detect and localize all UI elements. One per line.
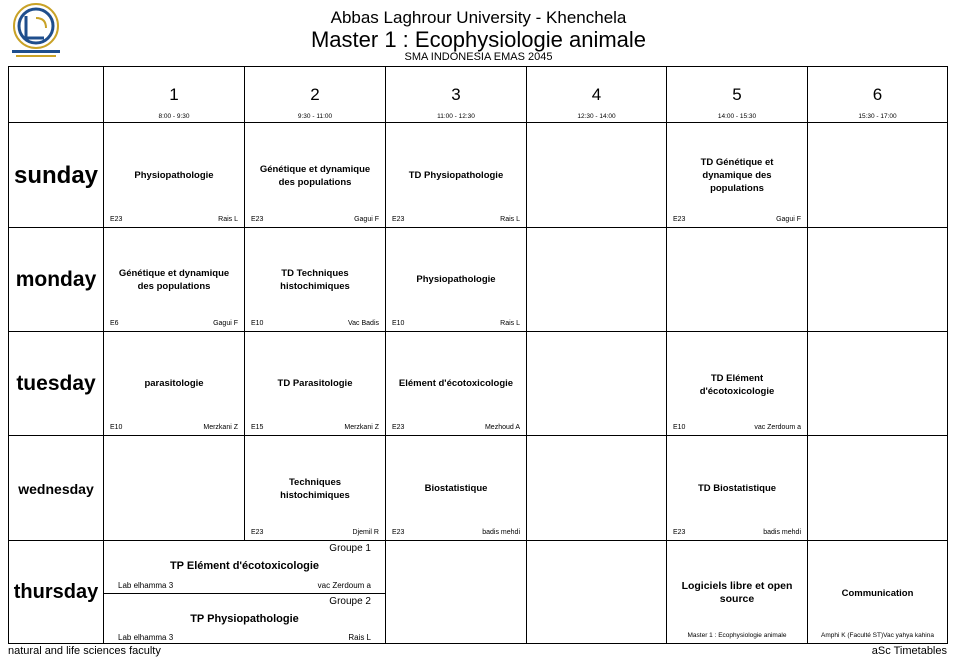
group-label: Groupe 2	[329, 596, 371, 607]
corner-cell	[8, 66, 104, 123]
empty-cell	[807, 435, 948, 541]
session-teacher: Mezhoud A	[484, 424, 520, 431]
session-note: Amphi K (Faculté ST)Vac yahya kahina	[821, 632, 934, 639]
session-subject: Logiciels libre et open source	[681, 580, 793, 605]
period-time: 15:30 - 17:00	[858, 113, 897, 120]
session-teacher: Vac Badis	[348, 320, 379, 327]
day-label: monday	[15, 268, 97, 291]
period-time: 11:00 - 12:30	[437, 113, 475, 120]
session-subject: Physiopathologie	[416, 274, 496, 285]
day-cell-thursday	[8, 540, 104, 644]
footer-brand: aSc Timetables	[871, 645, 947, 657]
session-room: E23	[251, 529, 264, 536]
day-label: sunday	[13, 162, 99, 189]
session-subject: TP Elément d'écotoxicologie	[169, 560, 320, 572]
session-room: E23	[673, 216, 686, 223]
group-session-cell[interactable]	[103, 540, 386, 644]
group-label: Groupe 1	[329, 543, 371, 554]
session-cell[interactable]	[385, 331, 527, 436]
session-room: E10	[251, 320, 264, 327]
session-teacher: Rais L	[218, 216, 238, 223]
empty-cell	[526, 540, 667, 644]
session-teacher: Gagui F	[776, 216, 801, 223]
empty-cell	[807, 122, 948, 228]
session-subject: Techniques histochimiques	[280, 477, 350, 501]
session-subject: Biostatistique	[424, 483, 488, 494]
session-subject: TD Techniques histochimiques	[280, 268, 350, 292]
session-room: E10	[392, 320, 405, 327]
empty-cell	[807, 331, 948, 436]
period-number: 4	[591, 85, 602, 104]
empty-cell	[526, 227, 667, 332]
session-subject: Génétique et dynamique des populations	[118, 268, 230, 292]
footer-faculty: natural and life sciences faculty	[8, 645, 161, 657]
empty-cell	[666, 227, 808, 332]
session-room: E23	[392, 529, 405, 536]
session-subject: TD Biostatistique	[697, 483, 777, 494]
subtitle: SMA INDONESIA EMAS 2045	[404, 51, 553, 63]
session-teacher: badis mehdi	[763, 529, 801, 536]
session-teacher: Merzkani Z	[203, 424, 238, 431]
session-cell[interactable]	[244, 227, 386, 332]
session-room: E23	[110, 216, 123, 223]
day-cell-monday	[8, 227, 104, 332]
session-note: Master 1 : Ecophysiologie animale	[687, 632, 787, 639]
period-number: 5	[732, 85, 742, 104]
session-room: Lab elhamma 3	[118, 633, 174, 642]
session-cell[interactable]	[666, 435, 808, 541]
session-cell[interactable]	[666, 122, 808, 228]
session-room: Lab elhamma 3	[118, 581, 174, 590]
session-teacher: Rais L	[500, 216, 520, 223]
day-cell-wednesday	[8, 435, 104, 541]
empty-cell	[807, 227, 948, 332]
period-number: 1	[169, 85, 179, 104]
session-teacher: Rais L	[500, 320, 520, 327]
empty-cell	[526, 435, 667, 541]
session-cell[interactable]	[385, 122, 527, 228]
period-header	[103, 66, 245, 123]
session-subject: Génétique et dynamique des populations	[259, 164, 371, 188]
day-label: wednesday	[18, 481, 94, 497]
period-number: 6	[872, 85, 883, 104]
day-cell-tuesday	[8, 331, 104, 436]
session-subject: TD Physiopathologie	[408, 170, 504, 181]
session-room: E23	[673, 529, 686, 536]
session-teacher: badis mehdi	[482, 529, 520, 536]
period-header	[666, 66, 808, 123]
session-subject: Communication	[841, 588, 914, 599]
period-time: 8:00 - 9:30	[158, 113, 190, 120]
period-header	[385, 66, 527, 123]
session-subject: TD Elément d'écotoxicologie	[699, 373, 775, 397]
day-label: thursday	[13, 581, 99, 603]
session-cell[interactable]	[385, 435, 527, 541]
group-divider	[104, 593, 385, 594]
session-cell[interactable]	[807, 540, 948, 644]
session-cell[interactable]	[244, 331, 386, 436]
empty-cell	[526, 331, 667, 436]
session-subject: parasitologie	[144, 378, 204, 389]
session-room: E10	[110, 424, 123, 431]
university-name: Abbas Laghrour University - Khenchela	[330, 8, 627, 27]
session-subject: Elément d'écotoxicologie	[398, 378, 514, 389]
session-teacher: Rais L	[348, 633, 371, 642]
session-subject: TP Physiopathologie	[190, 613, 299, 625]
session-teacher: vac Zerdoum a	[754, 424, 801, 431]
session-cell[interactable]	[103, 331, 245, 436]
session-subject: Physiopathologie	[134, 170, 214, 181]
day-cell-sunday	[8, 122, 104, 228]
period-number: 3	[451, 85, 461, 104]
session-room: E23	[392, 216, 405, 223]
page-title: Master 1 : Ecophysiologie animale	[310, 27, 647, 52]
period-header	[807, 66, 948, 123]
session-cell[interactable]	[666, 331, 808, 436]
session-cell[interactable]	[244, 435, 386, 541]
session-cell[interactable]	[385, 227, 527, 332]
session-room: E10	[673, 424, 686, 431]
session-teacher: Gagui F	[213, 320, 238, 327]
empty-cell	[103, 435, 245, 541]
session-subject: TD Parasitologie	[277, 378, 353, 389]
session-room: E23	[251, 216, 264, 223]
session-teacher: vac Zerdoum a	[317, 581, 371, 590]
period-number: 2	[310, 85, 320, 104]
period-time: 12:30 - 14:00	[577, 113, 616, 120]
session-teacher: Gagui F	[354, 216, 379, 223]
session-subject: TD Génétique et dynamique des populations	[700, 157, 774, 194]
session-room: E23	[392, 424, 405, 431]
day-label: tuesday	[16, 372, 96, 395]
session-room: E15	[251, 424, 264, 431]
period-time: 9:30 - 11:00	[297, 113, 333, 120]
session-cell[interactable]	[103, 122, 245, 228]
period-header	[244, 66, 386, 123]
period-header	[526, 66, 667, 123]
session-teacher: Merzkani Z	[344, 424, 379, 431]
session-cell[interactable]	[244, 122, 386, 228]
empty-cell	[385, 540, 527, 644]
session-cell[interactable]	[666, 540, 808, 644]
session-room: E6	[110, 320, 119, 327]
session-cell[interactable]	[103, 227, 245, 332]
empty-cell	[526, 122, 667, 228]
period-time: 14:00 - 15:30	[717, 113, 757, 120]
session-teacher: Djemil R	[352, 529, 379, 536]
